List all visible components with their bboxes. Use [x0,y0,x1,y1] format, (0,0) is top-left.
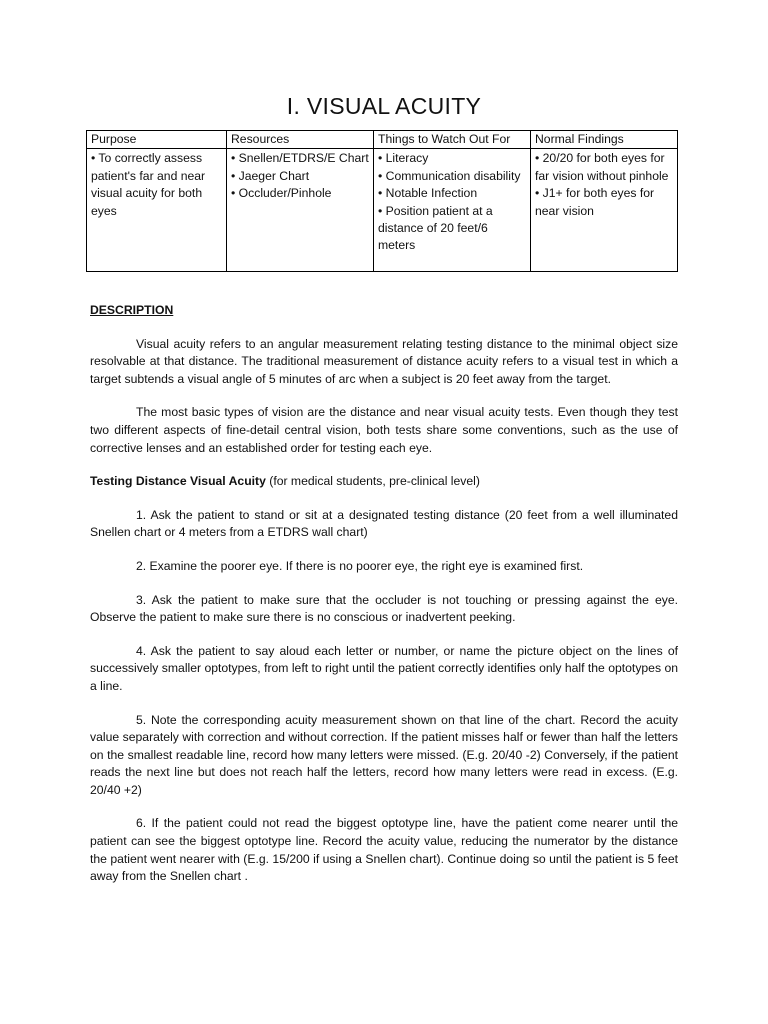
watch-out-item: • Literacy [378,151,429,166]
header-watch-out: Things to Watch Out For [374,131,531,149]
step-6: 6. If the patient could not read the biggest optotype line, have the patient come nearer until the patient can see the biggest optotype line. Record the acuity value, reducing the numerator by the distance the patient went nearer with (E.g. 15/200 if using a Snellen chart). Continue doing so until the patient is 5 feet away from the Snellen chart . [90,816,678,884]
testing-heading-bold: Testing Distance Visual Acuity [90,474,266,489]
cell-resources [227,149,374,272]
resource-item: • Jaeger Chart [231,168,310,183]
header-resources: Resources [227,131,374,149]
header-normal-findings: Normal Findings [531,131,678,149]
cell-normal-findings [531,149,678,272]
finding-item: • J1+ for both eyes for near vision [535,186,655,218]
description-heading: DESCRIPTION [90,303,174,317]
cell-purpose [87,149,227,272]
watch-out-item: • Communication disability [378,168,521,183]
document-body [90,302,678,902]
testing-heading [90,473,678,491]
purpose-item: • To correctly assess patient's far and near visual acuity for both eyes [91,151,206,218]
step-1: 1. Ask the patient to stand or sit at a designated testing distance (20 feet from a well illuminated Snellen chart or 4 meters from a ETDRS wall chart) [90,507,678,540]
watch-out-item: • Notable Infection [378,186,478,201]
testing-heading-note: (for medical students, pre-clinical level) [265,474,480,489]
step-4: 4. Ask the patient to say aloud each letter or number, or name the picture object on the lines of successively smaller optotypes, from left to right until the patient correctly identifies only half the optotypes on a line. [90,643,678,693]
cell-watch-out [374,149,531,272]
finding-item: • 20/20 for both eyes for far vision without pinhole [535,151,669,183]
table-header-row [87,131,678,149]
resource-item: • Occluder/Pinhole [231,186,332,201]
paragraph-definition: Visual acuity refers to an angular measurement relating testing distance to the minimal object size resolvable at that distance. The traditional measurement of distance acuity refers to a visual test in which a target subtends a visual angle of 5 minutes of arc when a subject is 20 feet away from the target. [90,336,678,386]
watch-out-item: • Position patient at a distance of 20 feet/6 meters [378,203,493,253]
step-3: 3. Ask the patient to make sure that the occluder is not touching or pressing against the eye. Observe the patient to make sure there is no conscious or inadvertent peeking. [90,592,678,625]
resource-item: • Snellen/ETDRS/E Chart [231,151,369,166]
table-row [87,149,678,272]
summary-table [86,130,678,272]
step-5: 5. Note the corresponding acuity measurement shown on that line of the chart. Record the acuity value separately with correction and without correction. If the patient misses half or fewer than half the letters on the smallest readable line, record how many letters were missed. (E.g. 20/40 -2) Conversely, if the patient reads the next line but does not reach half the letters, record how many letters were read in excess. (E.g. 20/40 +2) [90,712,678,797]
paragraph-types: The most basic types of vision are the distance and near visual acuity tests. Even though they test two different aspects of fine-detail central vision, both tests share some conventions, such as the use of corrective lenses and an established order for testing each eye. [90,405,678,455]
step-2: 2. Examine the poorer eye. If there is no poorer eye, the right eye is examined first. [136,558,584,573]
header-purpose: Purpose [87,131,227,149]
page-title: I. VISUAL ACUITY [286,93,482,119]
